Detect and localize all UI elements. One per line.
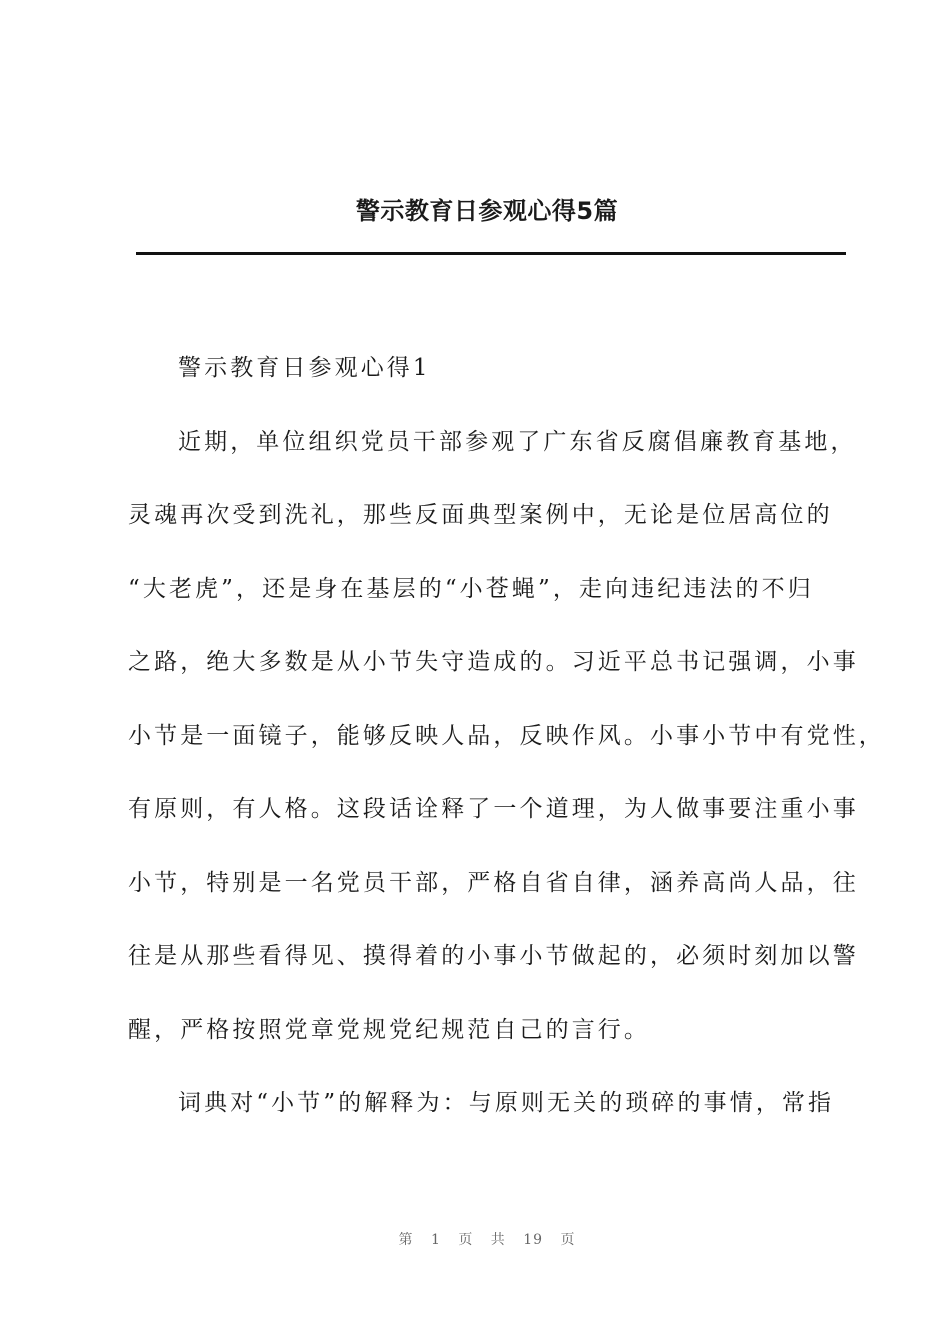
document-body <box>128 340 885 1149</box>
body-line: 有原则，有人格。这段话诠释了一个道理，为人做事要注重小事 <box>128 796 859 822</box>
body-line: 往是从那些看得见、摸得着的小事小节做起的，必须时刻加以警 <box>128 943 859 969</box>
document-title: 警示教育日参观心得5篇 <box>355 197 619 225</box>
body-line: 警示教育日参观心得1 <box>178 355 431 381</box>
footer-total-pages: 19 <box>523 1232 544 1248</box>
footer-prefix: 第 <box>398 1232 414 1248</box>
body-line: 醒，严格按照党章党规党纪规范自己的言行。 <box>128 1016 650 1043</box>
body-line: 之路，绝大多数是从小节失守造成的。习近平总书记强调，小事 <box>128 649 859 675</box>
body-line: 灵魂再次受到洗礼，那些反面典型案例中，无论是位居高位的 <box>128 502 833 528</box>
body-line: 小节，特别是一名党员干部，严格自省自律，涵养高尚人品，往 <box>128 869 859 896</box>
body-line: 小节是一面镜子，能够反映人品，反映作风。小事小节中有党性， <box>128 722 885 749</box>
footer-total-word: 共 <box>490 1232 506 1248</box>
body-line: “大老虎”，还是身在基层的“小苍蝇”，走向违纪违法的不归 <box>128 575 814 602</box>
footer-suffix: 页 <box>560 1232 576 1248</box>
footer-current-page: 1 <box>430 1232 441 1248</box>
body-line: 近期，单位组织党员干部参观了广东省反腐倡廉教育基地， <box>178 428 857 455</box>
footer-page-word: 页 <box>458 1232 474 1248</box>
body-line: 词典对“小节”的解释为：与原则无关的琐碎的事情，常指 <box>178 1090 835 1116</box>
title-underline <box>136 252 846 255</box>
page-footer <box>0 1229 950 1249</box>
